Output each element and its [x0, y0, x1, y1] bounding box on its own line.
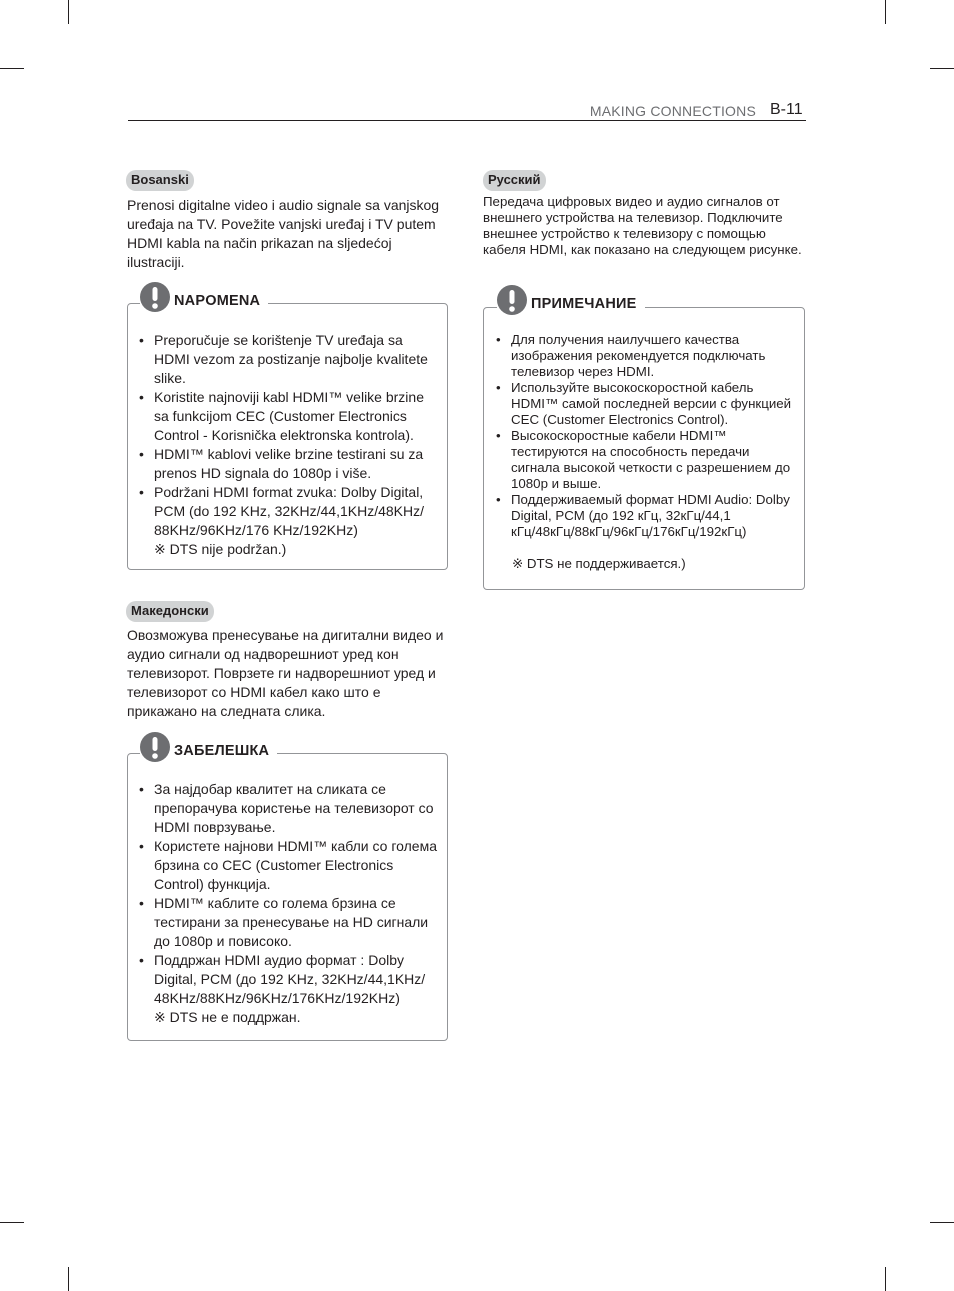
list-item: • Поддржан HDMI аудио формат : Dolby Digital, PCM (до 192 KHz, 32KHz/44,1KHz/ 48KHz/88KHz/96KHz/176KHz/192KHz): [139, 951, 437, 1008]
crop-mark: [0, 1222, 24, 1223]
list-item: • HDMI™ каблите со голема брзина се тестирани за пренесување на HD сигнали до 1080p и повисоко.: [139, 894, 437, 951]
language-tag-macedonian: Македонски: [126, 601, 214, 622]
note-footnote-macedonian: ※ DTS не е поддржан.: [154, 1009, 301, 1025]
note-list-macedonian: [139, 780, 437, 1008]
list-item: • Podržani HDMI format zvuka: Dolby Digital, PCM (do 192 KHz, 32KHz/44,1KHz/48KHz/ 88KHz/96KHz/176 KHz/192KHz): [139, 483, 434, 540]
list-item: • Для получения наилучшего качества изображения рекомендуется подключать телевизор через HDMI.: [496, 332, 792, 380]
crop-mark: [930, 1222, 954, 1223]
exclamation-icon: [140, 282, 170, 312]
bosnian-intro: Prenosi digitalne video i audio signale sa vanjskog uređaja na TV. Povežite vanjski uređaj i TV putem HDMI kabla na način prikazan na sljedećoj ilustraciji.: [127, 197, 440, 270]
russian-intro: Передача цифровых видео и аудио сигналов от внешнего устройства на телевизор. Подключите внешнее устройство к телевизору с помощью кабеля HDMI, как показано на следующем рисунке.: [483, 194, 802, 257]
section-title: MAKING CONNECTIONS: [589, 103, 756, 119]
exclamation-icon: [497, 285, 527, 315]
list-item: • Користете најнови HDMI™ кабли со голема брзина со CEC (Customer Electronics Control) функција.: [139, 837, 437, 894]
list-item: • За најдобар квалитет на сликата се препорачува користење на телевизорот со HDMI поврзување.: [139, 780, 437, 837]
header-rule: [128, 120, 806, 121]
language-tag-bosnian: Bosanski: [126, 170, 194, 191]
list-item: • HDMI™ kablovi velike brzine testirani su za prenos HD signala do 1080p i više.: [139, 445, 434, 483]
note-title: ПРИМЕЧАНИЕ: [531, 296, 637, 312]
note-footnote-bosnian: ※ DTS nije podržan.): [154, 541, 287, 557]
note-list-russian: [496, 332, 792, 540]
crop-mark: [0, 68, 24, 69]
exclamation-icon: [140, 732, 170, 762]
page-number: B-11: [770, 101, 803, 118]
crop-mark: [885, 0, 886, 24]
note-footnote-russian: ※ DTS не поддерживается.): [512, 556, 686, 571]
note-title: NAPOMENA: [174, 293, 261, 309]
list-item: • Preporučuje se korištenje TV uređaja sa HDMI vezom za postizanje najbolje kvalitete slike.: [139, 331, 434, 388]
note-title: ЗАБЕЛЕШКА: [174, 743, 270, 759]
note-header-russian: [497, 285, 645, 315]
language-tag-russian: Русский: [483, 170, 546, 191]
note-header-macedonian: [140, 732, 277, 762]
crop-mark: [885, 1267, 886, 1291]
list-item: • Высокоскоростные кабели HDMI™ тестируются на способность передачи сигнала высокой четкости с разрешением до 1080p и выше.: [496, 428, 792, 492]
note-list-bosnian: [139, 331, 434, 540]
crop-mark: [68, 0, 69, 24]
list-item: • Используйте высокоскоростной кабель HDMI™ самой последней версии с функцией CEC (Customer Electronics Control).: [496, 380, 792, 428]
macedonian-intro: Овозможува пренесување на дигитални видео и аудио сигнали од надворешниот уред кон телевизорот. Поврзете ги надворешниот уред и телевизорот со HDMI кабел како што е прикажано на следната слика.: [127, 627, 444, 719]
note-header-bosnian: [140, 282, 268, 312]
crop-mark: [68, 1267, 69, 1291]
list-item: • Koristite najnoviji kabl HDMI™ velike brzine sa funkcijom CEC (Customer Electronics Control - Korisnička elektronska kontrola).: [139, 388, 434, 445]
list-item: • Поддерживаемый формат HDMI Audio: Dolby Digital, PCM (до 192 кГц, 32кГц/44,1 кГц/48кГц/88кГц/96кГц/176кГц/192кГц): [496, 492, 792, 540]
crop-mark: [930, 68, 954, 69]
